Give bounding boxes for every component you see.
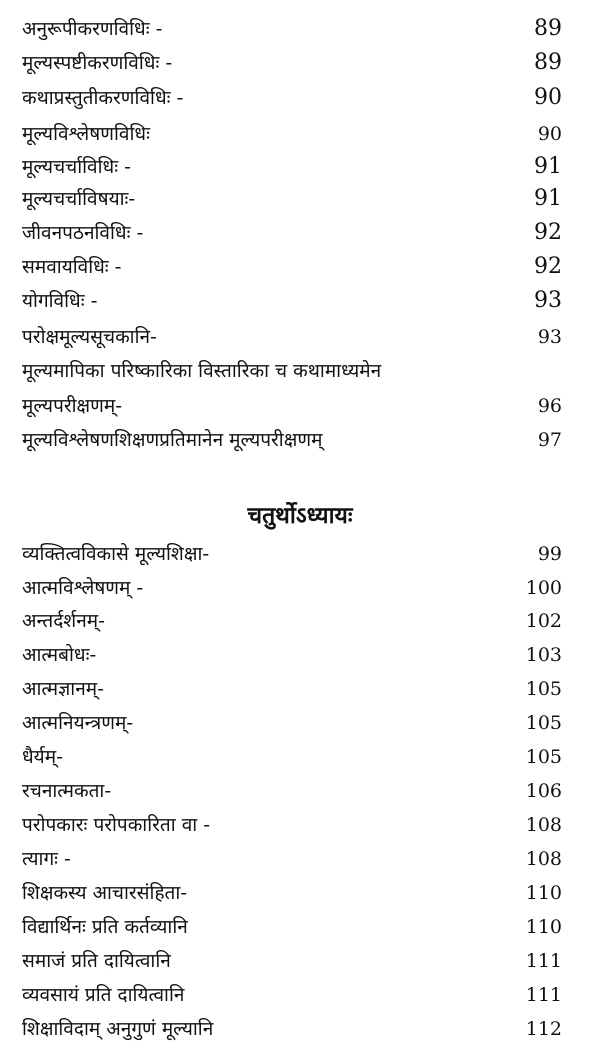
toc-entry-title: आत्मबोधः-: [22, 644, 97, 666]
toc-entry-page: 100: [525, 577, 562, 599]
toc-entry: [0, 12, 600, 46]
toc-entry-title: आत्मविश्लेषणम् -: [22, 577, 144, 599]
toc-entry-page: 110: [525, 916, 562, 938]
toc-entry-title: शिक्षाविदाम् अनुगुणं मूल्यानि: [22, 1018, 214, 1040]
toc-entry: [0, 537, 600, 571]
toc-entry-page: 106: [525, 780, 562, 802]
toc-entry-page: 105: [525, 712, 562, 734]
toc-entry: [0, 944, 600, 978]
toc-entry: [0, 150, 600, 184]
toc-entry-page: 102: [525, 610, 562, 632]
toc-entry-title: आत्मज्ञानम्-: [22, 678, 104, 700]
toc-entry-title: जीवनपठनविधिः -: [22, 222, 144, 244]
toc-entry-page: 97: [537, 429, 562, 451]
toc-entry: [0, 876, 600, 910]
toc-entry-title: रचनात्मकता-: [22, 780, 112, 802]
toc-entry-title: योगविधिः -: [22, 290, 98, 312]
toc-entry: [0, 1012, 600, 1046]
toc-entry: [0, 571, 600, 605]
toc-entry-title: आत्मनियन्त्रणम्-: [22, 712, 134, 734]
chapter-heading: चतुर्थोऽध्यायः: [247, 503, 353, 529]
toc-entry-title: मूल्यचर्चाविधिः -: [22, 156, 131, 178]
toc-entry: [0, 320, 600, 354]
toc-entry-page: 108: [525, 848, 562, 870]
toc-entry-title: विद्यार्थिनः प्रति कर्तव्यानि: [22, 916, 188, 938]
toc-entry-page: 110: [525, 882, 562, 904]
toc-entry-page: 111: [525, 984, 562, 1006]
toc-entry: [0, 706, 600, 740]
toc-entry-title: परोपकारः परोपकारिता वा -: [22, 814, 211, 836]
toc-entry-page: 108: [525, 814, 562, 836]
toc-entry-page: 103: [525, 644, 562, 666]
toc-entry-title: कथाप्रस्तुतीकरणविधिः -: [22, 87, 184, 109]
toc-entry: [0, 910, 600, 944]
toc-entry-page: 99: [537, 543, 562, 565]
toc-entry: [0, 604, 600, 638]
toc-entry-page: 91: [534, 154, 562, 179]
toc-entry: [0, 808, 600, 842]
toc-entry-title: मूल्यपरीक्षणम्-: [22, 395, 123, 417]
toc-entry-title: अन्तर्दर्शनम्-: [22, 610, 105, 632]
toc-entry-page: 91: [534, 186, 562, 211]
toc-entry: [0, 182, 600, 216]
toc-entry-title: समाजं प्रति दायित्वानि: [22, 950, 171, 972]
toc-entry: [0, 117, 600, 151]
toc-entry-page: 105: [525, 746, 562, 768]
toc-entry: [0, 842, 600, 876]
toc-entry-page: 92: [534, 254, 562, 279]
toc-entry-page: 111: [525, 950, 562, 972]
toc-entry: [0, 638, 600, 672]
toc-entry: [0, 46, 600, 80]
toc-entry-title: परोक्षमूल्यसूचकानि-: [22, 326, 157, 348]
toc-entry-title: मूल्यस्पष्टीकरणविधिः -: [22, 52, 173, 74]
toc-entry-title: अनुरूपीकरणविधिः -: [22, 18, 163, 40]
toc-entry: [0, 216, 600, 250]
toc-entry-title: मूल्यविश्लेषणविधिः: [22, 123, 150, 145]
toc-entry-title: मूल्यविश्लेषणशिक्षणप्रतिमानेन मूल्यपरीक्षणम्: [22, 429, 323, 451]
toc-entry-title: समवायविधिः -: [22, 256, 122, 278]
toc-entry-page: 92: [534, 220, 562, 245]
toc-entry-page: 93: [534, 288, 562, 313]
toc-entry-page: 90: [537, 123, 562, 145]
toc-entry-title: व्यवसायं प्रति दायित्वानि: [22, 984, 185, 1006]
toc-entry-title: मूल्यमापिका परिष्कारिका विस्तारिका च कथामाध्यमेन: [22, 360, 382, 382]
toc-entry-page: 105: [525, 678, 562, 700]
toc-entry-page: 90: [534, 85, 562, 110]
toc-entry-title: धैर्यम्-: [22, 746, 63, 768]
toc-entry-page: 89: [534, 50, 562, 75]
toc-entry-page: 96: [537, 395, 562, 417]
toc-entry-title: व्यक्तित्वविकासे मूल्यशिक्षा-: [22, 543, 210, 565]
toc-entry: [0, 389, 600, 423]
toc-entry: [0, 354, 600, 388]
toc-entry: [0, 672, 600, 706]
toc-entry-title: शिक्षकस्य आचारसंहिता-: [22, 882, 188, 904]
toc-entry: [0, 250, 600, 284]
toc-entry: [0, 740, 600, 774]
toc-entry: [0, 774, 600, 808]
toc-entry-title: त्यागः -: [22, 848, 71, 870]
toc-entry: [0, 423, 600, 457]
toc-entry-page: 89: [534, 16, 562, 41]
toc-entry-title: मूल्यचर्चाविषयाः-: [22, 188, 136, 210]
toc-entry: [0, 284, 600, 318]
toc-entry-page: 112: [525, 1018, 562, 1040]
toc-entry-page: 93: [537, 326, 562, 348]
toc-entry: [0, 978, 600, 1012]
toc-entry: [0, 81, 600, 115]
